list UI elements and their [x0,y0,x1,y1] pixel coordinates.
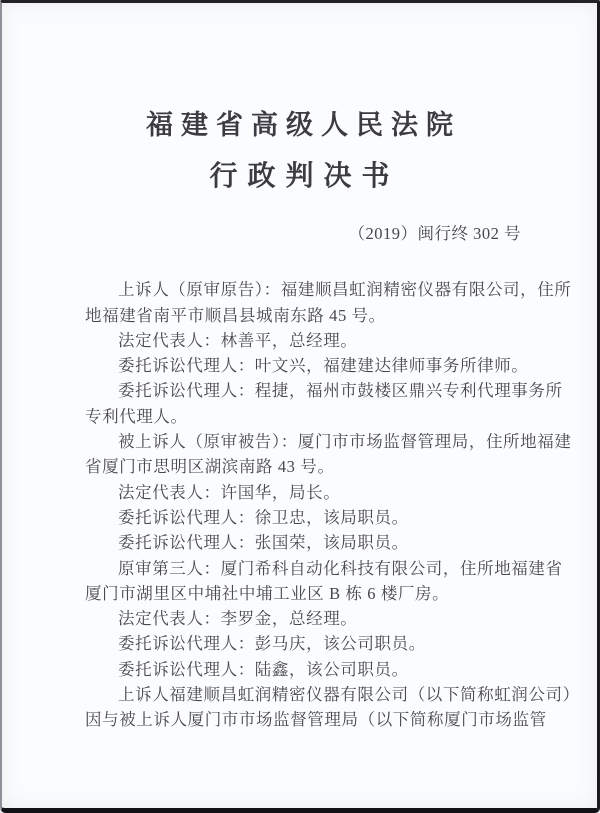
body-line: 法定代表人：林善平，总经理。 [118,330,358,350]
body-line: 法定代表人：李罗金，总经理。 [118,609,358,629]
body-line: 省厦门市思明区湖滨南路 43 号。 [85,457,335,477]
body-line: 委托诉讼代理人：彭马庆，该公司职员。 [118,634,426,654]
document-type-title: 行政判决书 [209,160,400,192]
case-number: （2019）闽行终 302 号 [348,224,521,244]
body-line: 被上诉人（原审被告）：厦门市市场监督管理局，住所地福建 [118,432,572,452]
body-line: 委托诉讼代理人：徐卫忠，该局职员。 [118,507,409,527]
body-line: 委托诉讼代理人：程捷，福州市鼓楼区鼎兴专利代理事务所 [118,381,563,401]
body-line: 专利代理人。 [85,406,188,426]
body-line: 原审第三人：厦门希科自动化科技有限公司，住所地福建省 [118,558,563,578]
document-body [2,277,597,732]
court-name-title: 福建省高级人民法院 [146,110,461,140]
body-line: 委托诉讼代理人：叶文兴，福建建达律师事务所律师。 [118,356,529,376]
body-line: 因与被上诉人厦门市市场监督管理局（以下简称厦门市场监管 [85,710,547,730]
body-line: 委托诉讼代理人：陆鑫，该公司职员。 [118,659,409,679]
body-line: 法定代表人：许国华，局长。 [118,482,341,502]
body-line: 地福建省南平市顺昌县城南东路 45 号。 [85,305,386,325]
body-line: 厦门市湖里区中埔社中埔工业区 B 栋 6 楼厂房。 [85,583,450,603]
body-line: 上诉人福建顺昌虹润精密仪器有限公司（以下简称虹润公司） [118,685,580,705]
body-line: 上诉人（原审原告）：福建顺昌虹润精密仪器有限公司，住所 [118,280,572,300]
body-line: 委托诉讼代理人：张国荣，该局职员。 [118,533,409,553]
